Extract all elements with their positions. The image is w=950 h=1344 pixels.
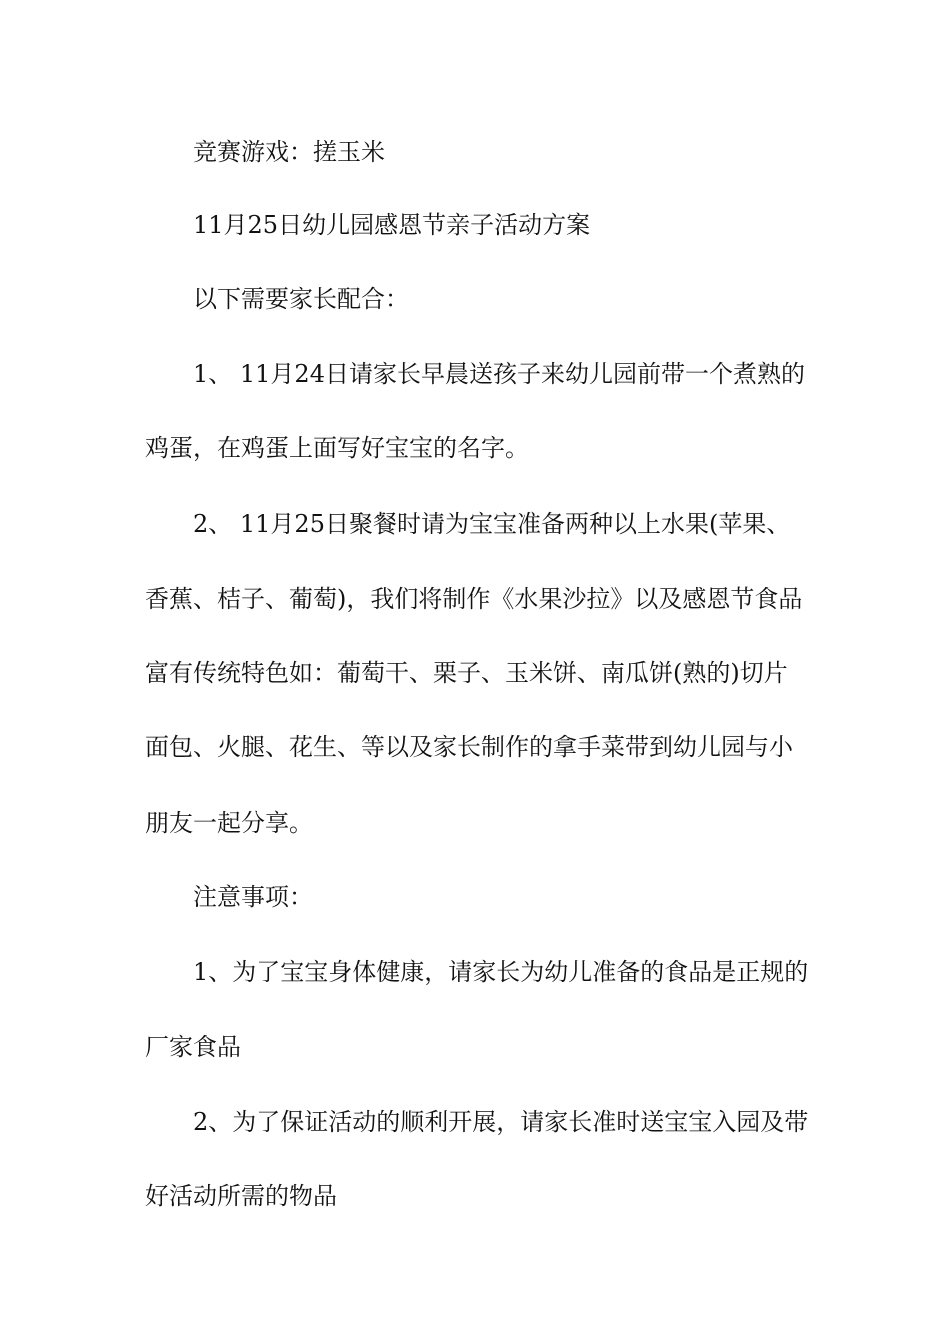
text-line-parents-cooperate: 以下需要家长配合：: [193, 285, 409, 313]
text-line-note-2: 2、为了保证活动的顺利开展，请家长准时送宝宝入园及带: [193, 1108, 809, 1136]
text-line-item-2-cont-4: 朋友一起分享。: [145, 809, 313, 837]
text-line-game: 竞赛游戏：搓玉米: [193, 138, 385, 166]
text-line-item-2: 2、 11月25日聚餐时请为宝宝准备两种以上水果(苹果、: [193, 510, 791, 538]
text-line-note-1: 1、为了宝宝身体健康，请家长为幼儿准备的食品是正规的: [193, 958, 809, 986]
text-line-item-2-cont-2: 富有传统特色如：葡萄干、栗子、玉米饼、南瓜饼(熟的)切片: [145, 659, 788, 687]
text-line-item-2-cont-3: 面包、火腿、花生、等以及家长制作的拿手菜带到幼儿园与小: [145, 733, 793, 761]
text-line-item-1: 1、 11月24日请家长早晨送孩子来幼儿园前带一个煮熟的: [193, 360, 805, 388]
text-line-notes-heading: 注意事项：: [193, 883, 313, 911]
text-line-item-2-cont-1: 香蕉、桔子、葡萄)，我们将制作《水果沙拉》以及感恩节食品: [145, 585, 803, 613]
text-line-item-1-cont: 鸡蛋，在鸡蛋上面写好宝宝的名字。: [145, 434, 529, 462]
text-line-note-1-cont: 厂家食品: [145, 1033, 241, 1061]
text-line-note-2-cont: 好活动所需的物品: [145, 1182, 337, 1210]
text-line-plan-title: 11月25日幼儿园感恩节亲子活动方案: [193, 211, 591, 239]
